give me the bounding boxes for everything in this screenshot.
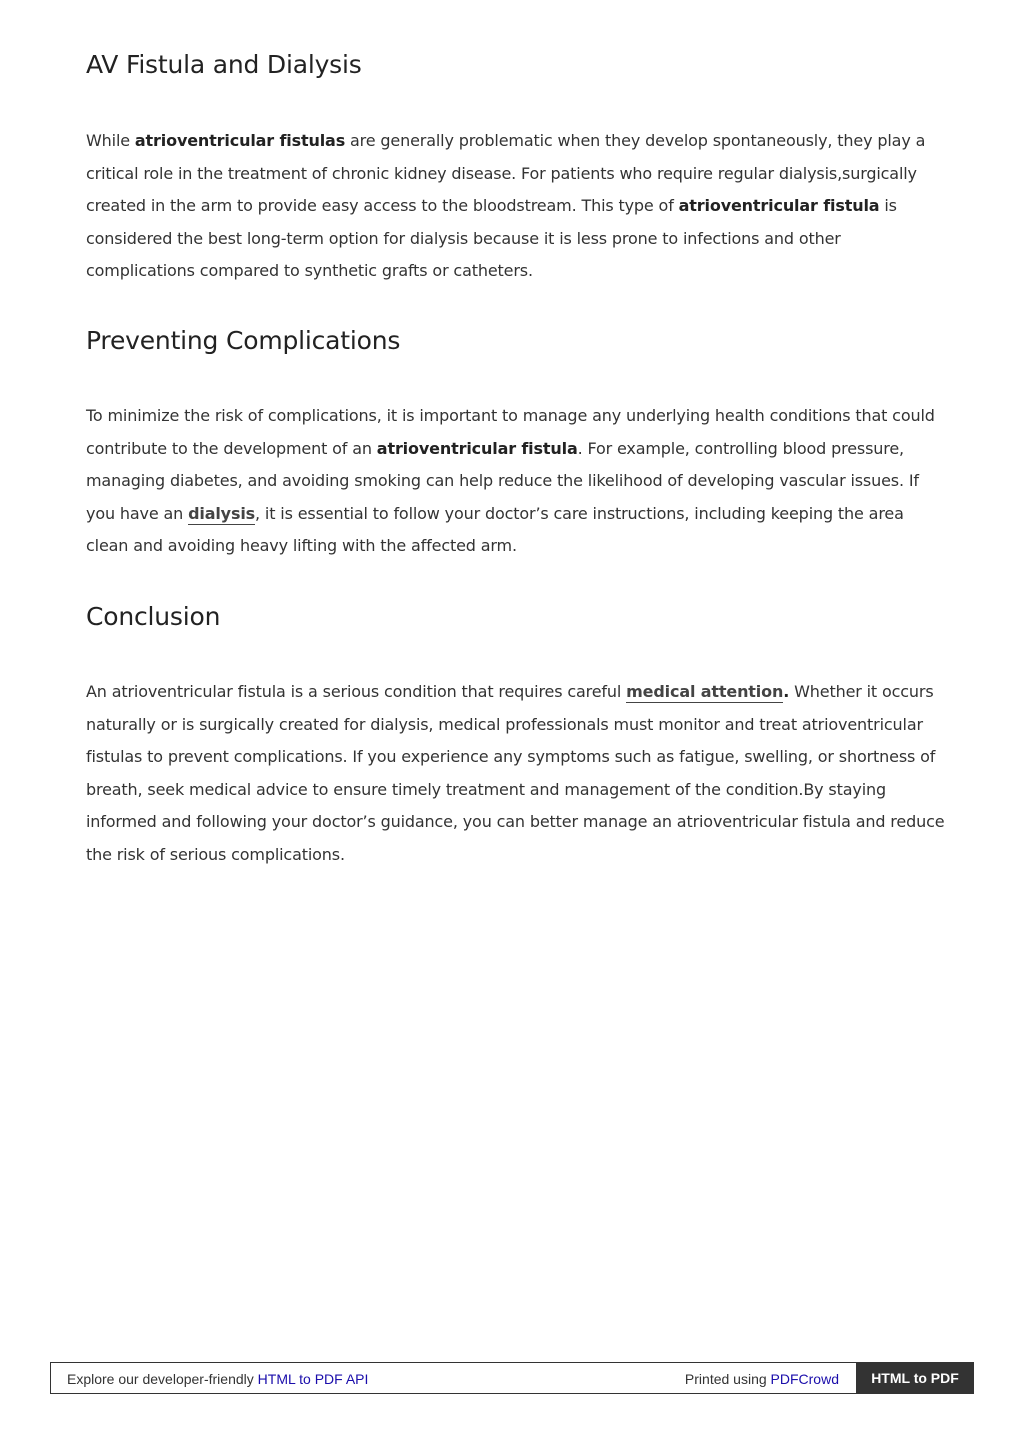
dialysis-link[interactable]: dialysis — [188, 503, 256, 523]
paragraph-preventing-complications: To minimize the risk of complications, it is important to manage any underlying health conditions that could contribute to the development of an atrioventricular fistula. For example, controlling blood pressure, managing diabetes, and avoiding smoking can help reduce the likelihood of developing vascular issues. If you have an dialysis, it is essential to follow your doctor’s care instructions, including keeping the area clean and avoiding heavy lifting with the affected arm. — [86, 406, 935, 555]
bold-term: atrioventricular fistula — [376, 438, 578, 458]
html-to-pdf-badge[interactable]: HTML to PDF — [856, 1362, 974, 1394]
footer-right: Printed using PDFCrowd — [684, 1371, 839, 1387]
bold-term: atrioventricular fistulas — [134, 131, 346, 150]
heading-preventing-complications: Preventing Complications — [86, 326, 401, 355]
html-to-pdf-api-link[interactable]: HTML to PDF API — [257, 1371, 369, 1387]
heading-conclusion: Conclusion — [86, 602, 221, 631]
pdfcrowd-link[interactable]: PDFCrowd — [770, 1371, 839, 1387]
footer-left: Explore our developer-friendly HTML to PDF API — [67, 1371, 369, 1387]
bold-term: atrioventricular fistula — [678, 196, 880, 215]
heading-av-fistula-dialysis: AV Fistula and Dialysis — [86, 50, 362, 79]
paragraph-av-fistula-dialysis: While atrioventricular fistulas are generally problematic when they develop spontaneously, they play a critical role in the treatment of chronic kidney disease. For patients who require regular dialysis,surgically created in the arm to provide easy access to the bloodstream. This type of atrioventricular fistula is considered the best long-term option for dialysis because it is less prone to infections and other complications compared to synthetic grafts or catheters. — [86, 131, 926, 280]
pdfcrowd-footer — [50, 1362, 974, 1394]
medical-attention-link[interactable]: medical attention — [626, 682, 784, 701]
paragraph-conclusion: An atrioventricular fistula is a serious condition that requires careful medical attention. Whether it occurs naturally or is surgically created for dialysis, medical professionals must monitor and treat atrioventricular fistulas to prevent complications. If you experience any symptoms such as fatigue, swelling, or shortness of breath, seek medical advice to ensure timely treatment and management of the condition.By staying informed and following your doctor’s guidance, you can better manage an atrioventricular fistula and reduce the risk of serious complications. — [86, 682, 945, 864]
